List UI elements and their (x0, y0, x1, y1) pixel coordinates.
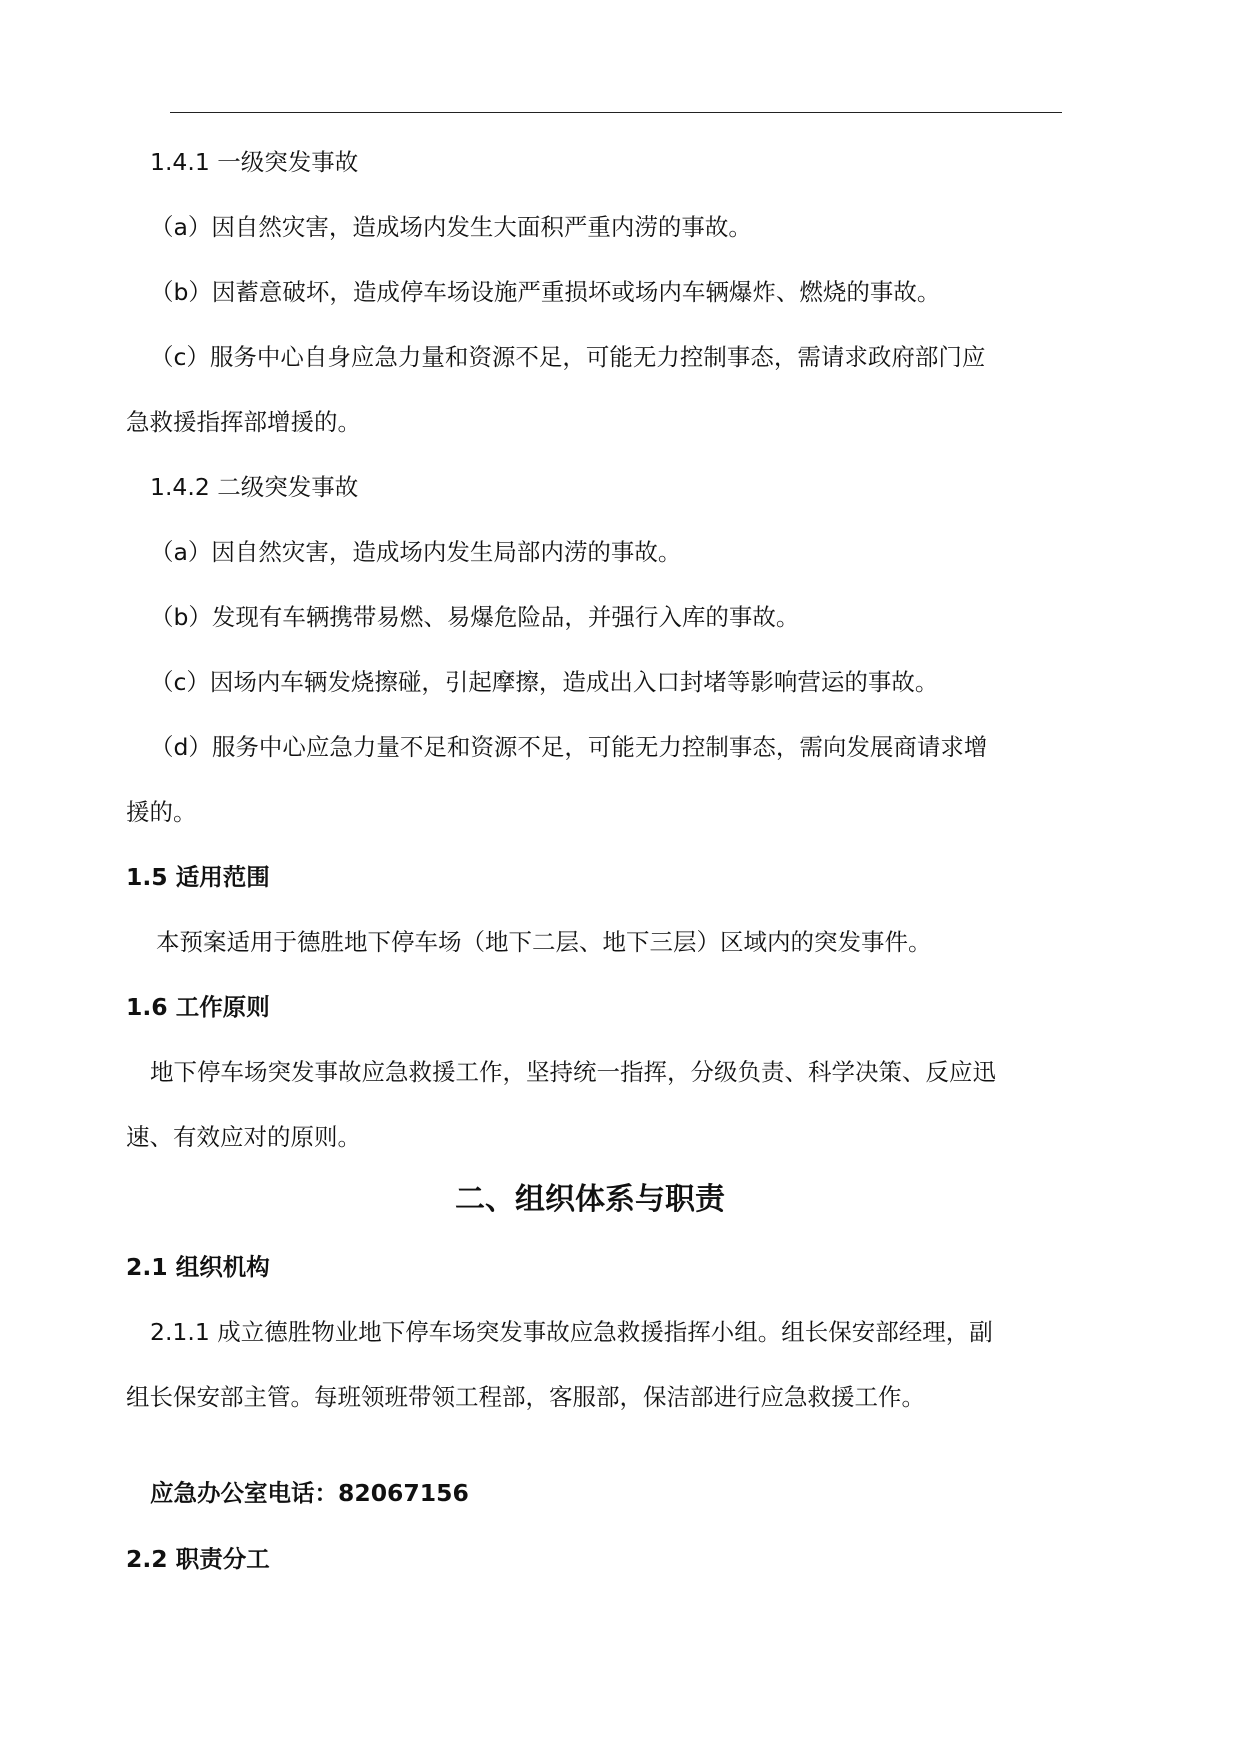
header-rule (170, 112, 1062, 113)
chapter-2-heading: 二、组织体系与职责 (455, 1182, 725, 1217)
section-1-4-2-heading: 1.4.2 二级突发事故 (150, 473, 359, 501)
section-2-1-heading: 2.1 组织机构 (126, 1253, 270, 1281)
section-1-4-1-heading: 1.4.1 一级突发事故 (150, 148, 359, 176)
item-1-4-1-b: （b）因蓄意破坏，造成停车场设施严重损坏或场内车辆爆炸、燃烧的事故。 (150, 278, 941, 306)
item-1-4-2-d-line1: （d）服务中心应急力量不足和资源不足，可能无力控制事态，需向发展商请求增 (150, 733, 988, 761)
section-1-6-body-line1: 地下停车场突发事故应急救援工作，坚持统一指挥，分级负责、科学决策、反应迅 (150, 1058, 996, 1086)
section-1-6-body-line2: 速、有效应对的原则。 (126, 1123, 361, 1151)
section-2-1-1-body-line2: 组长保安部主管。每班领班带领工程部，客服部，保洁部进行应急救援工作。 (126, 1383, 925, 1411)
item-1-4-1-c-line2: 急救援指挥部增援的。 (126, 408, 361, 436)
item-1-4-1-c-line1: （c）服务中心自身应急力量和资源不足，可能无力控制事态，需请求政府部门应 (150, 343, 986, 371)
section-2-1-1-body-line1: 2.1.1 成立德胜物业地下停车场突发事故应急救援指挥小组。组长保安部经理，副 (150, 1318, 993, 1346)
emergency-office-phone: 应急办公室电话：82067156 (150, 1479, 469, 1507)
item-1-4-2-a: （a）因自然灾害，造成场内发生局部内涝的事故。 (150, 538, 682, 566)
item-1-4-2-c: （c）因场内车辆发烧擦碰，引起摩擦，造成出入口封堵等影响营运的事故。 (150, 668, 939, 696)
item-1-4-1-a: （a）因自然灾害，造成场内发生大面积严重内涝的事故。 (150, 213, 752, 241)
section-2-2-heading: 2.2 职责分工 (126, 1545, 270, 1573)
section-1-6-heading: 1.6 工作原则 (126, 993, 270, 1021)
section-1-5-body: 本预案适用于德胜地下停车场（地下二层、地下三层）区域内的突发事件。 (156, 928, 932, 956)
section-1-5-heading: 1.5 适用范围 (126, 863, 270, 891)
item-1-4-2-d-line2: 援的。 (126, 798, 197, 826)
item-1-4-2-b: （b）发现有车辆携带易燃、易爆危险品，并强行入库的事故。 (150, 603, 800, 631)
